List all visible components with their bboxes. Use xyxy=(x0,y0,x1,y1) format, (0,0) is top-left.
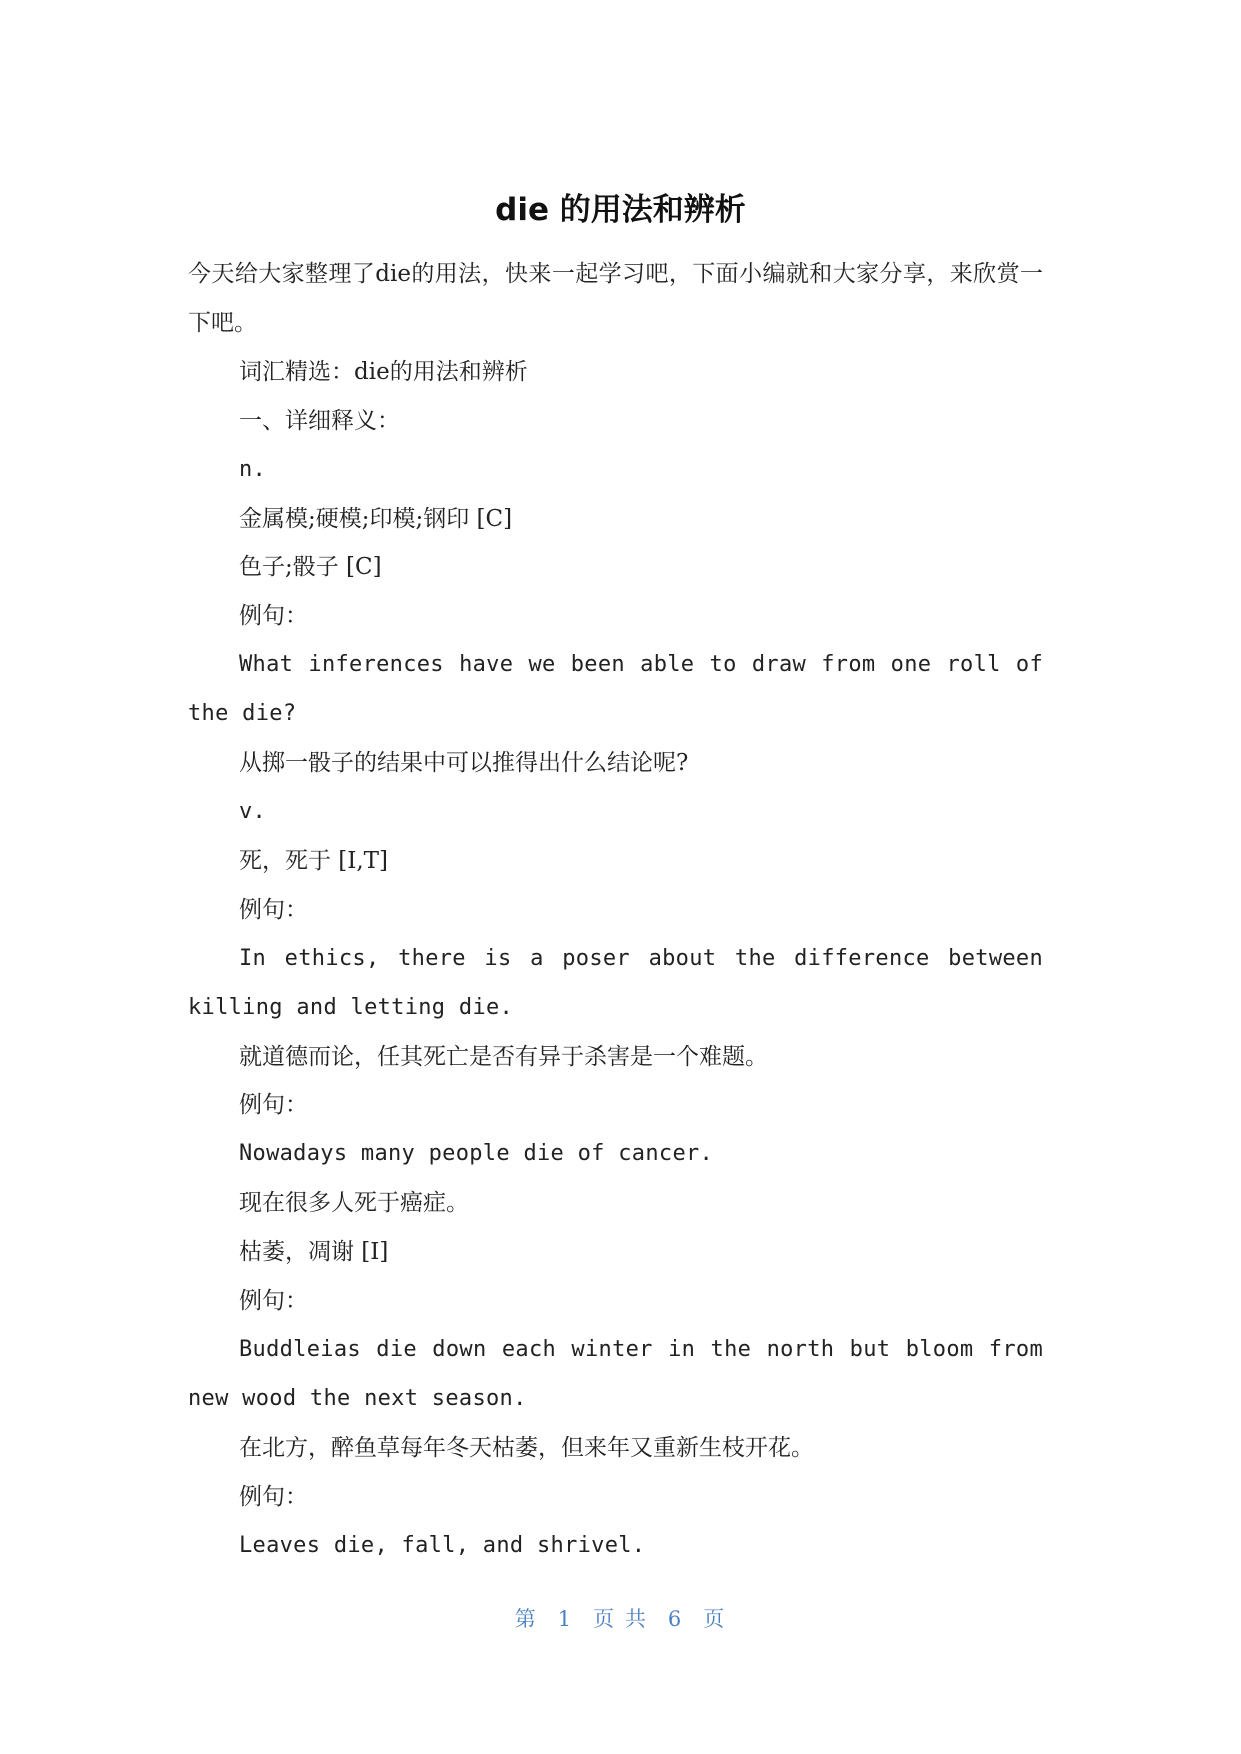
part-of-speech: n. xyxy=(239,456,267,482)
example-sentence-en: Nowadays many people die of cancer. xyxy=(239,1141,714,1167)
document-title: die 的用法和辨析 xyxy=(495,192,746,228)
footer-prefix: 第 xyxy=(514,1607,538,1631)
section-heading: 一、详细释义： xyxy=(239,407,400,434)
definition: 色子;骰子 [C] xyxy=(239,554,382,581)
example-label: 例句： xyxy=(239,1288,308,1315)
example-sentence-zh: 现在很多人死于癌症。 xyxy=(239,1190,469,1217)
example-sentence-zh: 从掷一骰子的结果中可以推得出什么结论呢? xyxy=(239,750,689,777)
example-sentence-zh: 在北方，醉鱼草每年冬天枯萎，但来年又重新生枝开花。 xyxy=(239,1434,814,1461)
paragraph: 词汇精选：die的用法和辨析 xyxy=(239,358,528,385)
example-sentence-en: In ethics, there is a poser about the difference between killing and letting die. xyxy=(188,945,1043,1020)
example-sentence-zh: 就道德而论，任其死亡是否有异于杀害是一个难题。 xyxy=(239,1043,768,1070)
example-sentence-en: Leaves die, fall, and shrivel. xyxy=(239,1532,646,1558)
example-sentence-en: What inferences have we been able to draw from one roll of the die? xyxy=(188,652,1043,727)
definition: 金属模;硬模;印模;钢印 [C] xyxy=(239,505,513,532)
part-of-speech: v. xyxy=(239,798,267,824)
page-footer xyxy=(0,1604,1241,1634)
example-sentence-en: Buddleias die down each winter in the north but bloom from new wood the next season. xyxy=(188,1336,1043,1411)
current-page-number: 1 xyxy=(557,1607,574,1631)
example-label: 例句： xyxy=(239,1483,308,1510)
example-label: 例句： xyxy=(239,1092,308,1119)
example-label: 例句： xyxy=(239,603,308,630)
example-label: 例句： xyxy=(239,896,308,923)
definition: 枯萎，凋谢 [I] xyxy=(239,1239,389,1266)
footer-suffix: 页 xyxy=(703,1607,727,1631)
paragraph: 今天给大家整理了die的用法，快来一起学习吧，下面小编就和大家分享，来欣赏一下吧。 xyxy=(188,261,1043,336)
footer-mid: 页 共 xyxy=(593,1607,648,1631)
document-body xyxy=(188,250,1043,1570)
definition: 死，死于 [I,T] xyxy=(239,847,388,874)
total-pages-number: 6 xyxy=(667,1607,684,1631)
